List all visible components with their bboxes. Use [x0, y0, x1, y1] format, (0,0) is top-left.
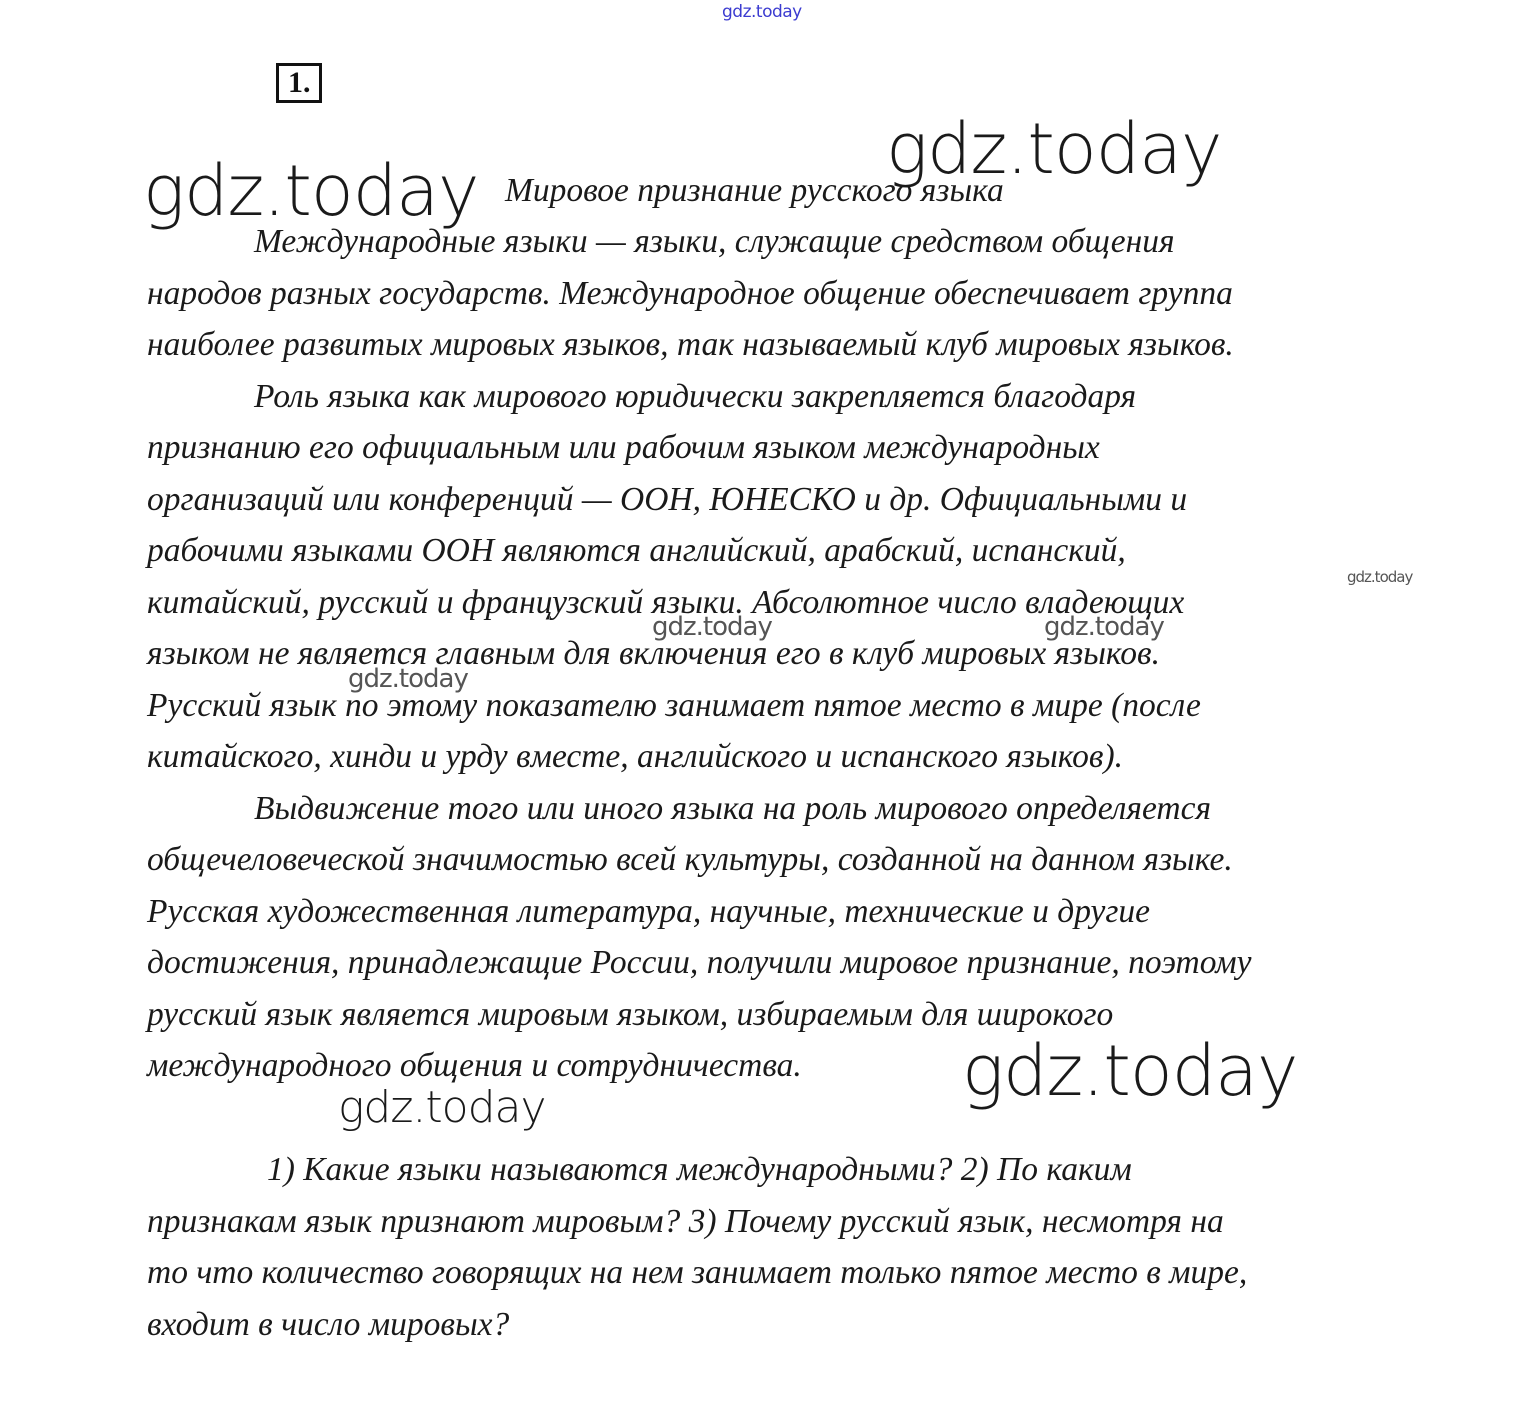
paragraph-line: признанию его официальным или рабочим языком международных: [147, 429, 1100, 466]
text-title: Мировое признание русского языка: [505, 172, 1004, 209]
paragraph-line: рабочими языками ООН являются английский, арабский, испанский,: [147, 532, 1126, 569]
paragraph-line: организаций или конференций — ООН, ЮНЕСКО и др. Официальными и: [147, 480, 1188, 518]
watermark-large: gdz.today: [886, 108, 1222, 190]
question-line: признакам язык признают мировым? 3) Почему русский язык, несмотря на: [147, 1202, 1224, 1240]
watermark-large: gdz.today: [962, 1030, 1298, 1112]
paragraph-line: китайского, хинди и урду вместе, английского и испанского языков).: [147, 738, 1123, 775]
question-line: 1) Какие языки называются международными? 2) По каким: [267, 1151, 1132, 1188]
main-text: [147, 216, 1447, 1092]
paragraph-line: общечеловеческой значимостью всей культуры, созданной на данном языке.: [147, 841, 1233, 878]
paragraph-line: Выдвижение того или иного языка на роль мирового определяется: [254, 789, 1212, 827]
paragraph-line: Международные языки — языки, служащие средством общения: [254, 223, 1175, 260]
watermark-small: gdz.today: [348, 664, 468, 694]
paragraph-line: наиболее развитых мировых языков, так называемый клуб мировых языков.: [147, 326, 1234, 363]
exercise-number: 1.: [276, 63, 322, 103]
questions-block: [147, 1144, 1447, 1350]
watermark-large: gdz.today: [143, 150, 479, 232]
watermark-medium: gdz.today: [338, 1082, 546, 1133]
watermark-tiny: gdz.today: [1347, 568, 1413, 586]
paragraph-line: достижения, принадлежащие России, получили мировое признание, поэтому: [147, 944, 1252, 981]
paragraph-line: Роль языка как мирового юридически закрепляется благодаря: [254, 377, 1137, 415]
paragraph-line: Русский язык по этому показателю занимает пятое место в мире (после: [147, 686, 1201, 724]
site-link[interactable]: gdz.today: [722, 2, 802, 22]
paragraph-line: народов разных государств. Международное общение обеспечивает группа: [147, 274, 1233, 312]
paragraph-line: языком не является главным для включения его в клуб мировых языков.: [147, 635, 1160, 672]
question-line: то что количество говорящих на нем занимает только пятое место в мире,: [147, 1254, 1248, 1291]
question-line: входит в число мировых?: [147, 1305, 510, 1343]
paragraph-line: русский язык является мировым языком, избираемым для широкого: [147, 995, 1114, 1033]
paragraph-line: китайский, русский и французский языки. Абсолютное число владеющих: [147, 583, 1185, 621]
watermark-small: gdz.today: [1044, 612, 1164, 642]
paragraph-line: Русская художественная литература, научные, технические и другие: [147, 892, 1151, 930]
watermark-small: gdz.today: [652, 612, 772, 642]
paragraph-line: международного общения и сотрудничества.: [147, 1047, 802, 1084]
